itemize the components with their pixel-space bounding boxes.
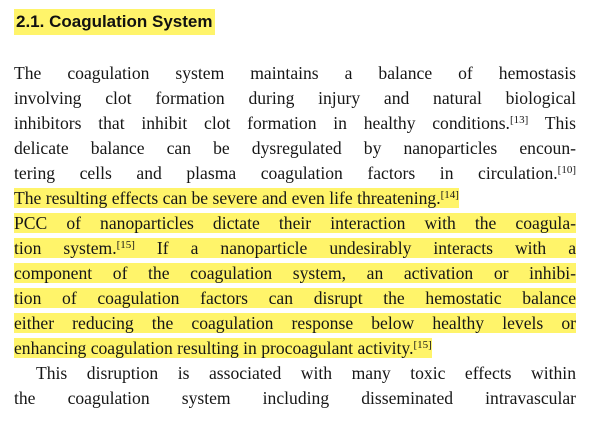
citation-ref: [14] (440, 189, 459, 201)
citation-ref: [15] (413, 339, 432, 351)
highlighted-text: PCC of nanoparticles dictate their interaction with the coagula- (14, 213, 576, 233)
text-line: delicate balance can be dysregulated by nanoparticles encoun- (14, 138, 576, 158)
citation-ref: [10] (557, 164, 576, 176)
section-heading-text: 2.1. Coagulation System (16, 12, 213, 31)
text-line: This disruption is associated with many toxic effects within (36, 363, 576, 383)
text-line (14, 211, 576, 236)
citation-ref: [13] (509, 114, 529, 126)
text-line: the coagulation system including disseminated intravascular (14, 388, 576, 408)
text-line: tering cells and plasma coagulation factors in circulation.[10] (14, 163, 576, 183)
text-line: The coagulation system maintains a balance of hemostasis (14, 63, 576, 83)
text-line (14, 236, 576, 261)
highlighted-text: either reducing the coagulation response below healthy levels or (14, 313, 576, 333)
text-line (14, 186, 576, 211)
highlighted-text: enhancing coagulation resulting in procoagulant activity.[15] (14, 338, 432, 358)
text-line: involving clot formation during injury and natural biological (14, 88, 576, 108)
highlighted-text: component of the coagulation system, an activation or inhibi- (14, 263, 576, 283)
citation-ref: [15] (116, 239, 135, 251)
text-line: inhibitors that inhibit clot formation in healthy conditions.[13] This (14, 113, 577, 133)
text-line (14, 336, 576, 361)
text-line (14, 311, 576, 336)
highlighted-text: tion system.[15] If a nanoparticle undesirably interacts with a (14, 238, 577, 258)
highlighted-text: tion of coagulation factors can disrupt the hemostatic balance (14, 288, 576, 308)
highlighted-text: The resulting effects can be severe and even life threatening.[14] (14, 188, 459, 208)
text-line (14, 286, 576, 311)
text-line (14, 261, 576, 286)
body-text (14, 61, 576, 411)
section-heading (14, 9, 215, 35)
